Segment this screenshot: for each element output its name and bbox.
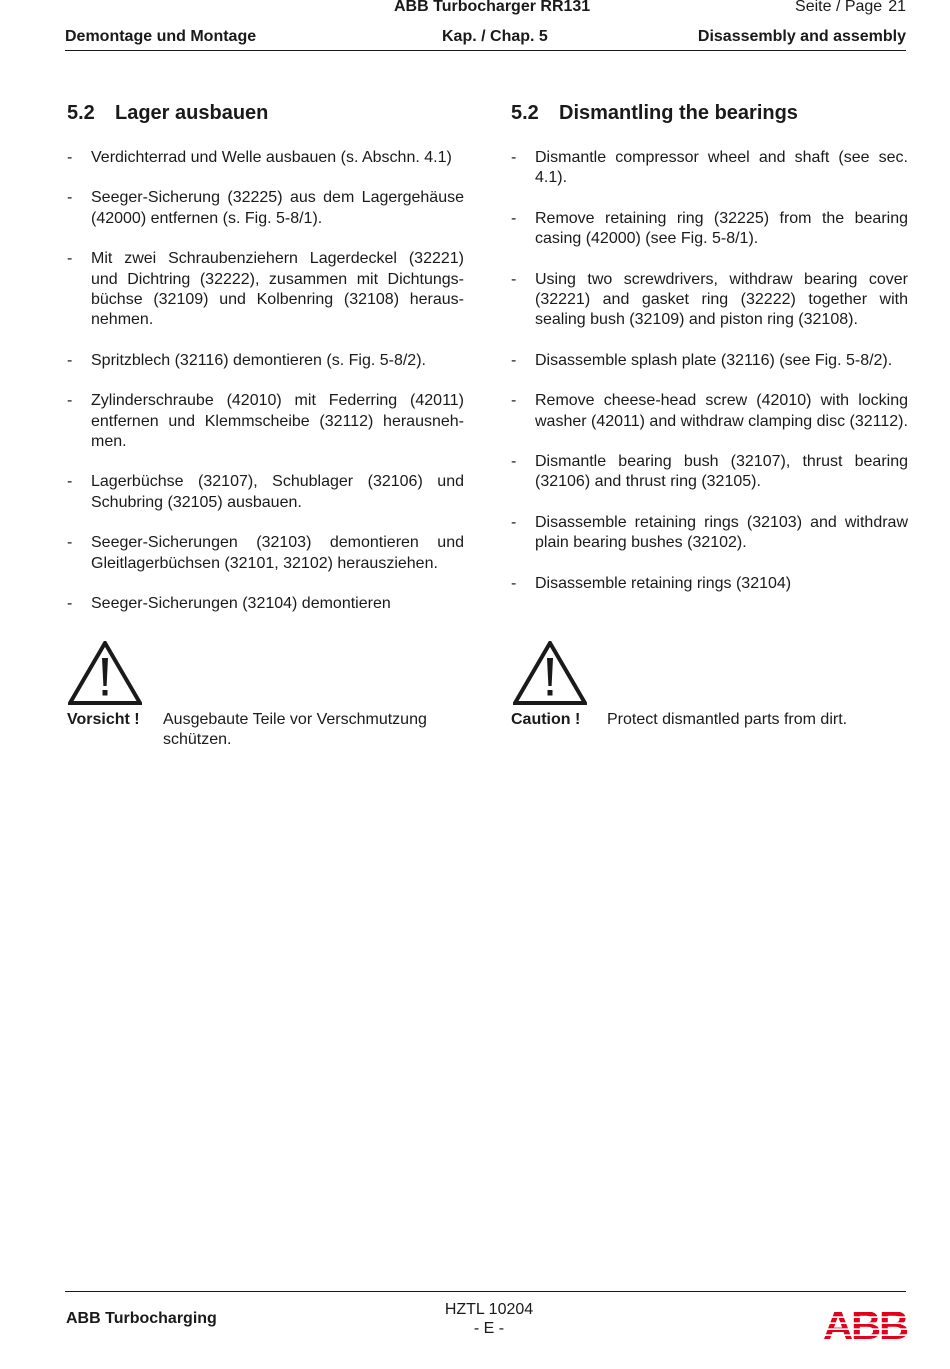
list-item: [67, 188, 464, 229]
step-marker: -: [511, 513, 517, 531]
section-number: 5.2: [511, 102, 539, 124]
step-marker: -: [67, 473, 73, 491]
caution-icon-english: [513, 641, 587, 710]
footer-document-id: [436, 1300, 542, 1338]
step-text: Dismantle compressor wheel and shaft (see sec. 4.1).: [535, 149, 908, 187]
step-text: Dismantle bearing bush (32107), thrust bearing (32106) and thrust ring (32105).: [535, 453, 908, 491]
header-divider: [65, 50, 906, 51]
caution-label: Vorsicht !: [67, 711, 140, 728]
warning-triangle-icon: [68, 641, 142, 705]
list-item: [511, 513, 908, 554]
document-number: HZTL 10204: [444, 1301, 534, 1318]
step-text: Disassemble splash plate (32116) (see Fig. 5-8/2).: [535, 351, 893, 369]
section-heading-english: [511, 100, 908, 126]
step-marker: -: [67, 351, 73, 369]
list-item: [67, 391, 464, 452]
list-item: [67, 472, 464, 513]
step-text: Disassemble retaining rings (32104): [535, 574, 792, 592]
list-item: [511, 270, 908, 331]
list-item: [67, 148, 464, 168]
caution-note-german: [67, 710, 464, 752]
list-item: [511, 391, 908, 432]
section-title: Dismantling the bearings: [559, 102, 798, 124]
step-marker: -: [511, 574, 517, 592]
list-item: [511, 209, 908, 250]
list-item: [67, 594, 464, 614]
step-marker: -: [511, 392, 517, 410]
list-item: [67, 351, 464, 371]
page-indicator: [795, 0, 906, 16]
abb-logo-graphic: [822, 1306, 908, 1342]
caution-text: Ausgebaute Teile vor Verschmutzung schützen.: [163, 711, 427, 749]
caution-icon-german: [68, 641, 142, 710]
step-text: Remove retaining ring (32225) from the bearing casing (42000) (see Fig. 5-8/1).: [535, 209, 908, 248]
step-marker: -: [511, 270, 517, 288]
step-text: Disassemble retaining rings (32103) and withdraw plain bearing bushes (32102).: [535, 513, 908, 552]
list-item: [511, 351, 908, 371]
header-chapter-number: Kap. / Chap. 5: [442, 28, 548, 45]
abb-logo: [822, 1306, 908, 1342]
section-title: Lager ausbauen: [115, 102, 269, 124]
step-list-english: [511, 148, 908, 594]
step-marker: -: [67, 250, 73, 268]
step-marker: -: [67, 595, 73, 613]
list-item: [511, 452, 908, 493]
section-heading-german: [67, 100, 464, 126]
caution-note-english: [511, 710, 908, 752]
header-english-chapter: Disassembly and assembly: [697, 28, 906, 45]
step-marker: -: [67, 392, 73, 410]
step-text: Seeger-Sicherungen (32104) demontieren: [91, 595, 391, 613]
footer-divider: [65, 1291, 906, 1292]
footer-company: ABB Turbocharging: [66, 1310, 217, 1327]
caution-label: Caution !: [511, 711, 581, 728]
page-number: 21: [888, 0, 906, 15]
caution-text: Protect dismantled parts from dirt.: [607, 711, 848, 728]
step-marker: -: [67, 189, 73, 207]
step-marker: -: [67, 534, 73, 552]
step-marker: -: [511, 209, 517, 227]
step-text: Spritzblech (32116) demontieren (s. Fig. 5-8/2).: [91, 351, 426, 369]
step-list-german: [67, 148, 464, 615]
step-marker: -: [67, 149, 73, 166]
step-text: Seeger-Sicherungen (32103) demontieren und Gleitlagerbüchsen (32101, 32102) herausziehen.: [91, 534, 464, 572]
document-title: ABB Turbocharger RR131: [394, 0, 591, 15]
list-item: [67, 249, 464, 331]
list-item: [511, 574, 908, 594]
step-text: Remove cheese-head screw (42010) with locking washer (42011) and withdraw clamping disc (32112).: [535, 392, 908, 430]
section-number: 5.2: [67, 102, 95, 124]
step-marker: -: [511, 351, 517, 369]
step-text: Verdichterrad und Welle ausbauen (s. Abschn. 4.1): [91, 149, 452, 166]
step-marker: -: [511, 149, 517, 166]
abb-logo-text: ABB: [823, 1306, 908, 1342]
step-text: Lagerbüchse (32107), Schublager (32106) und Schubring (32105) ausbauen.: [91, 473, 464, 511]
list-item: [67, 533, 464, 574]
german-column: [67, 100, 464, 635]
warning-triangle-icon: [513, 641, 587, 705]
step-marker: -: [511, 453, 517, 471]
step-text: Seeger-Sicherung (32225) aus dem Lagergehäuse (42000) entfernen (s. Fig. 5-8/1).: [91, 189, 464, 227]
step-text: Mit zwei Schraubenziehern Lagerdeckel (32221) und Dichtring (32222), zusammen mit Dichtungsbüchse (32109) und Kolbenring (32108) herausnehmen.: [91, 250, 464, 329]
page-label: Seite / Page: [795, 0, 883, 15]
step-text: Using two screwdrivers, withdraw bearing cover (32221) and gasket ring (32222) together with sealing bush (32109) and piston ring (32108).: [535, 270, 908, 329]
document-code: - E -: [473, 1320, 505, 1337]
header-german-chapter: Demontage und Montage: [65, 28, 257, 45]
list-item: [511, 148, 908, 189]
step-text: Zylinderschraube (42010) mit Federring (42011) entfernen und Klemmscheibe (32112) herausnehmen.: [91, 392, 464, 451]
english-column: [511, 100, 908, 614]
